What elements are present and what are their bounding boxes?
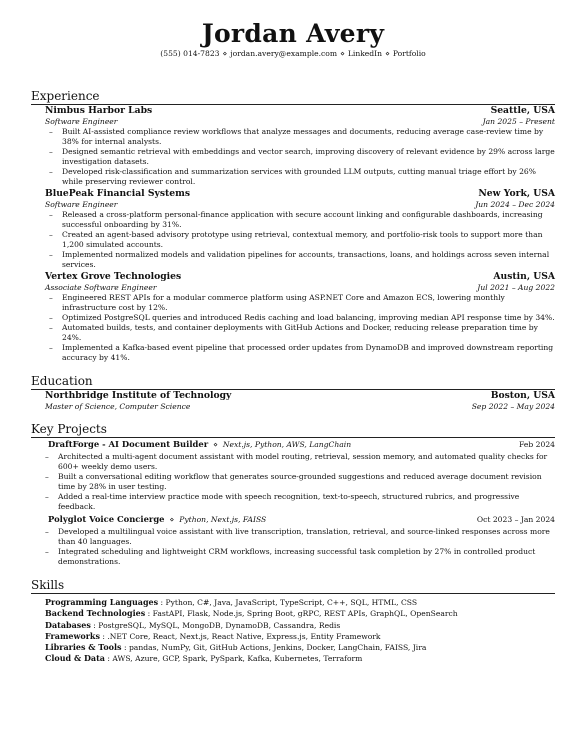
dash-icon: – [49, 230, 53, 239]
phone-number: (555) 014-7823 [160, 49, 220, 58]
bullet-item [45, 527, 555, 547]
job-location: Austin, USA [493, 271, 555, 282]
bullet-text: Implemented normalized models and validation pipelines for accounts, transactions, loans, and holdings across seven internal services. [62, 250, 550, 269]
bullet-item [45, 547, 555, 567]
degree-title: Master of Science, Computer Science [45, 402, 191, 411]
dash-icon: – [45, 547, 49, 556]
dash-icon: – [49, 147, 53, 156]
bullet-text: Architected a multi-agent document assistant with model routing, retrieval, session memory, and automated quality checks for 600+ weekly demo users. [58, 452, 548, 471]
skill-line: Cloud & Data : AWS, Azure, GCP, Spark, PySpark, Kafka, Kubernetes, Terraform [45, 653, 363, 664]
job-location: Seattle, USA [490, 105, 555, 116]
bullet-text: Released a cross-platform personal-finance application with secure account linking and configurable dashboards, increasing successful onboarding by 31%. [62, 210, 543, 229]
company-name: Vertex Grove Technologies [45, 271, 182, 282]
bullet-item [49, 323, 555, 343]
experience-entry [45, 105, 555, 187]
bullet-text: Developed a multilingual voice assistant with live transcription, translation, retrieval, and source-linked responses across more than 40 languages. [58, 527, 550, 546]
skill-category: Programming Languages [45, 597, 159, 607]
school-name: Northbridge Institute of Technology [45, 390, 232, 401]
dash-icon: – [49, 293, 53, 302]
education-dates: Sep 2022 – May 2024 [471, 402, 555, 411]
skill-line: Databases : PostgreSQL, MySQL, MongoDB, DynamoDB, Cassandra, Redis [45, 619, 341, 630]
bullet-text: Developed risk-classification and summarization services with grounded LLM outputs, cutting manual triage effort by 26% while preserving reviewer control. [62, 167, 536, 186]
bullet-text: Built AI-assisted compliance review workflows that analyze messages and documents, reducing average case-review time by 38% for internal analysts. [62, 127, 544, 146]
job-title: Associate Software Engineer [45, 283, 157, 292]
dash-icon: – [49, 127, 53, 136]
project-name: DraftForge - AI Document Builder [48, 439, 209, 449]
dash-icon: – [45, 472, 49, 481]
separator-icon: ⋄ [385, 49, 390, 58]
skill-items: .NET Core, React, Next.js, React Native, Express.js, Entity Framework [107, 631, 381, 641]
dash-icon: – [49, 167, 53, 176]
candidate-name: Jordan Avery [201, 19, 385, 48]
company-name: Nimbus Harbor Labs [45, 105, 153, 116]
bullet-text: Designed semantic retrieval with embeddings and vector search, improving discovery of relevant evidence by 29% across large investigation datasets. [62, 147, 555, 166]
separator-icon: ⋄ [222, 49, 228, 58]
project-name: Polyglot Voice Concierge [48, 514, 165, 524]
bullet-text: Automated builds, tests, and container deployments with GitHub Actions and Docker, reducing release preparation time by 24%. [62, 323, 538, 342]
skill-category: Databases [45, 619, 91, 630]
bullet-item [45, 452, 555, 472]
skill-items: PostgreSQL, MySQL, MongoDB, DynamoDB, Cassandra, Redis [98, 620, 341, 630]
bullet-list [45, 527, 555, 567]
job-title: Software Engineer [45, 117, 118, 126]
project-tech: Next.js, Python, AWS, LangChain [222, 440, 352, 449]
bullet-item [49, 147, 555, 167]
dash-icon: – [49, 313, 53, 322]
bullet-item [49, 343, 555, 363]
bullet-text: Engineered REST APIs for a modular commerce platform using ASP.NET Core and Amazon ECS, lowering monthly infrastructure cost by 12%. [62, 293, 505, 312]
dash-icon: – [49, 210, 53, 219]
education-entry [45, 390, 555, 411]
skill-line: Libraries & Tools : pandas, NumPy, Git, GitHub Actions, Jenkins, Docker, LangChain, FAISS, Jira [45, 642, 427, 653]
bullet-item [45, 472, 555, 492]
skill-category: Cloud & Data [45, 653, 105, 664]
bullet-item [45, 492, 555, 512]
bullet-list [49, 127, 555, 187]
experience-entry [45, 271, 555, 363]
project-tech: Python, Next.js, FAISS [179, 515, 267, 524]
dash-icon: – [49, 250, 53, 259]
bullet-text: Implemented a Kafka-based event pipeline that processed order updates from DynamoDB and improved downstream reporting accuracy by 41%. [62, 343, 554, 362]
job-dates: Jan 2025 – Present [482, 117, 555, 126]
bullet-item [49, 313, 555, 323]
job-title: Software Engineer [45, 200, 118, 209]
skill-category: Backend Technologies [45, 608, 146, 619]
skill-line: Frameworks : .NET Core, React, Next.js, React Native, Express.js, Entity Framework [45, 630, 381, 641]
contact-line [31, 49, 555, 59]
section-heading-skills: Skills [31, 579, 555, 594]
experience-entry [45, 188, 555, 270]
bullet-text: Created an agent-based advisory prototype using retrieval, contextual memory, and portfolio-risk tools to support more than 1,200 simulated accounts. [62, 230, 543, 249]
project-date: Oct 2023 – Jan 2024 [476, 515, 555, 524]
skill-items: FastAPI, Flask, Node.js, Spring Boot, gRPC, REST APIs, GraphQL, OpenSearch [152, 609, 458, 619]
separator-icon: ⋄ [169, 515, 175, 524]
bullet-item [49, 230, 555, 250]
portfolio-link[interactable]: Portfolio [392, 49, 426, 58]
email-link[interactable]: jordan.avery@example.com [230, 49, 338, 58]
bullet-item [49, 127, 555, 147]
project-date: Feb 2024 [519, 440, 555, 449]
dash-icon: – [49, 343, 53, 352]
bullet-text: Optimized PostgreSQL queries and introduced Redis caching and load balancing, improving median API response time by 34%. [62, 313, 555, 322]
bullet-item [49, 293, 555, 313]
skill-category: Libraries & Tools [45, 642, 122, 653]
bullet-text: Added a real-time interview practice mode with speech recognition, text-to-speech, structured rubrics, and progressive feedback. [58, 492, 520, 511]
job-dates: Jun 2024 – Dec 2024 [475, 200, 555, 209]
section-heading-experience: Experience [31, 90, 555, 105]
dash-icon: – [45, 492, 49, 501]
bullet-item [49, 210, 555, 230]
skill-line: Programming Languages : Python, C#, Java, JavaScript, TypeScript, C++, SQL, HTML, CSS [45, 597, 418, 607]
job-dates: Jul 2021 – Aug 2022 [477, 283, 555, 292]
dash-icon: – [49, 323, 53, 332]
skill-category: Frameworks [45, 630, 100, 641]
separator-icon: ⋄ [213, 440, 218, 449]
section-heading-education: Education [31, 375, 555, 390]
bullet-text: Built a conversational editing workflow that generates source-grounded suggestions and reduced average document revision time by 28% in user testing. [58, 472, 542, 491]
skill-items: AWS, Azure, GCP, Spark, PySpark, Kafka, Kubernetes, Terraform [112, 654, 363, 664]
job-location: New York, USA [478, 188, 555, 199]
bullet-item [49, 167, 555, 187]
bullet-item [49, 250, 555, 270]
skill-line: Backend Technologies : FastAPI, Flask, Node.js, Spring Boot, gRPC, REST APIs, GraphQL, OpenSearch [45, 608, 458, 619]
bullet-list [49, 293, 555, 363]
separator-icon: ⋄ [340, 49, 345, 58]
bullet-text: Integrated scheduling and lightweight CRM workflows, increasing successful task completion by 27% in controlled product demonstrations. [58, 547, 536, 566]
company-name: BluePeak Financial Systems [45, 188, 190, 199]
skill-items: pandas, NumPy, Git, GitHub Actions, Jenkins, Docker, LangChain, FAISS, Jira [128, 643, 427, 653]
project-entry [31, 513, 555, 567]
dash-icon: – [45, 527, 49, 536]
project-entry [31, 438, 555, 512]
skill-items: Python, C#, Java, JavaScript, TypeScript, C++, SQL, HTML, CSS [165, 598, 418, 607]
linkedin-link[interactable]: LinkedIn [347, 49, 383, 58]
school-location: Boston, USA [490, 390, 555, 401]
bullet-list [45, 452, 555, 512]
skills-list [45, 597, 555, 665]
bullet-list [49, 210, 555, 270]
section-heading-projects: Key Projects [31, 423, 555, 438]
dash-icon: – [45, 452, 49, 461]
